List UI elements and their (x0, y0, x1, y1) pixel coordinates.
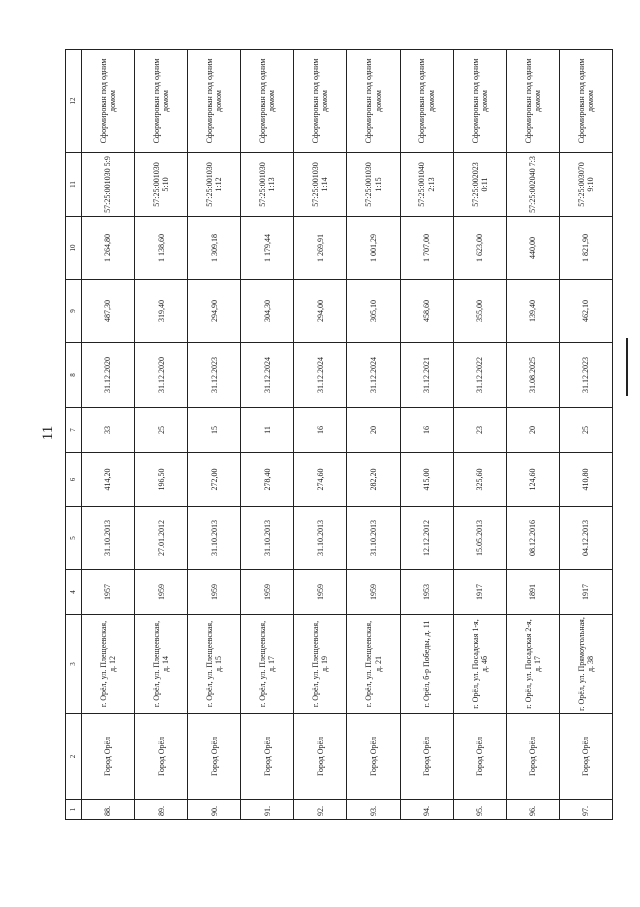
table-cell-col-9: 304,30 (241, 280, 294, 343)
table-cell-col-6: 410,80 (559, 453, 612, 507)
table-cell-col-9: 294,00 (294, 280, 347, 343)
table-cell-col-1: 91. (241, 800, 294, 820)
table-cell-col-8: 31.08.2025 (506, 343, 559, 408)
housing-registry-table (65, 49, 613, 820)
table-cell-col-2: Город Орёл (400, 714, 453, 800)
table-cell-col-1: 90. (188, 800, 241, 820)
table-cell-col-12: Сформирован под одним домом (294, 50, 347, 153)
table-cell-col-11: 57:25:001030 5:9 (82, 153, 135, 217)
table-cell-col-6: 278,40 (241, 453, 294, 507)
table-cell-col-6: 282,20 (347, 453, 400, 507)
table-cell-col-12: Сформирован под одним домом (400, 50, 453, 153)
table-cell-col-12: Сформирован под одним домом (241, 50, 294, 153)
table-cell-col-3: г. Орёл, ул. Плещеевская, д. 14 (135, 615, 188, 714)
table-cell-col-8: 31.12.2021 (400, 343, 453, 408)
table-cell-col-5: 31.10.2013 (241, 507, 294, 570)
table-cell-col-12: Сформирован под одним домом (559, 50, 612, 153)
table-cell-col-7: 20 (506, 408, 559, 453)
table-cell-col-10: 440,00 (506, 217, 559, 280)
table-cell-col-7: 33 (82, 408, 135, 453)
table-cell-col-8: 31.12.2023 (188, 343, 241, 408)
table-cell-col-1: 94. (400, 800, 453, 820)
table-cell-col-1: 95. (453, 800, 506, 820)
table-cell-col-10: 1 138,60 (135, 217, 188, 280)
table-cell-col-9: 139,40 (506, 280, 559, 343)
column-header-10: 10 (66, 217, 82, 280)
table-cell-col-7: 20 (347, 408, 400, 453)
table-cell-col-8: 31.12.2024 (347, 343, 400, 408)
table-cell-col-3: г. Орёл, ул. Плещеевская, д. 15 (188, 615, 241, 714)
table-cell-col-2: Город Орёл (506, 714, 559, 800)
table-cell-col-3: г. Орёл, ул. Плещеевская, д. 17 (241, 615, 294, 714)
table-cell-col-4: 1953 (400, 570, 453, 615)
table-cell-col-6: 414,20 (82, 453, 135, 507)
table-cell-col-5: 12.12.2012 (400, 507, 453, 570)
table-row (400, 50, 453, 820)
table-cell-col-2: Город Орёл (453, 714, 506, 800)
page-number: 11 (40, 425, 56, 441)
table-cell-col-4: 1957 (82, 570, 135, 615)
table-cell-col-10: 1 179,44 (241, 217, 294, 280)
table-cell-col-5: 27.01.2012 (135, 507, 188, 570)
table-cell-col-7: 25 (559, 408, 612, 453)
table-cell-col-10: 1 821,90 (559, 217, 612, 280)
column-header-12: 12 (66, 50, 82, 153)
table-cell-col-2: Город Орёл (559, 714, 612, 800)
table-cell-col-5: 08.12.2016 (506, 507, 559, 570)
column-header-8: 8 (66, 343, 82, 408)
table-cell-col-10: 1 623,00 (453, 217, 506, 280)
table-cell-col-4: 1917 (453, 570, 506, 615)
table-cell-col-8: 31.12.2020 (82, 343, 135, 408)
table-row (135, 50, 188, 820)
table-cell-col-12: Сформирован под одним домом (506, 50, 559, 153)
table-row (188, 50, 241, 820)
table-cell-col-11: 57:25:003070 9:10 (559, 153, 612, 217)
table-cell-col-3: г. Орёл, ул. Плещеевская, д. 19 (294, 615, 347, 714)
table-cell-col-12: Сформирован под одним домом (188, 50, 241, 153)
table-cell-col-4: 1959 (135, 570, 188, 615)
table-cell-col-3: г. Орёл, б-р Победы, д. 11 (400, 615, 453, 714)
column-header-4: 4 (66, 570, 82, 615)
edge-mark (626, 338, 628, 396)
table-cell-col-10: 1 001,29 (347, 217, 400, 280)
table-cell-col-7: 11 (241, 408, 294, 453)
table-cell-col-2: Город Орёл (135, 714, 188, 800)
registry-table-frame (65, 50, 613, 820)
table-cell-col-9: 305,10 (347, 280, 400, 343)
table-cell-col-4: 1959 (241, 570, 294, 615)
table-cell-col-1: 89. (135, 800, 188, 820)
table-cell-col-3: г. Орёл, ул. Посадская 1-я, д. 4б (453, 615, 506, 714)
table-cell-col-3: г. Орёл, ул. Посадская 2-я, д. 17 (506, 615, 559, 714)
table-cell-col-1: 96. (506, 800, 559, 820)
table-cell-col-11: 57:25:002040 7:3 (506, 153, 559, 217)
column-header-5: 5 (66, 507, 82, 570)
table-row (506, 50, 559, 820)
table-cell-col-4: 1959 (188, 570, 241, 615)
table-cell-col-7: 23 (453, 408, 506, 453)
table-row (82, 50, 135, 820)
table-cell-col-3: г. Орёл, ул. Прямоугольная, д. 38 (559, 615, 612, 714)
table-cell-col-1: 92. (294, 800, 347, 820)
table-cell-col-5: 31.10.2013 (347, 507, 400, 570)
table-cell-col-2: Город Орёл (188, 714, 241, 800)
table-cell-col-2: Город Орёл (294, 714, 347, 800)
table-cell-col-5: 15.05.2013 (453, 507, 506, 570)
table-cell-col-1: 88. (82, 800, 135, 820)
table-cell-col-8: 31.12.2024 (241, 343, 294, 408)
table-cell-col-8: 31.12.2024 (294, 343, 347, 408)
column-header-1: 1 (66, 800, 82, 820)
table-cell-col-5: 04.12.2013 (559, 507, 612, 570)
column-header-2: 2 (66, 714, 82, 800)
table-cell-col-12: Сформирован под одним домом (453, 50, 506, 153)
table-cell-col-11: 57:25:001030 1:13 (241, 153, 294, 217)
table-cell-col-9: 319,40 (135, 280, 188, 343)
table-cell-col-8: 31.12.2023 (559, 343, 612, 408)
table-cell-col-4: 1959 (347, 570, 400, 615)
table-cell-col-6: 196,50 (135, 453, 188, 507)
table-cell-col-12: Сформирован под одним домом (347, 50, 400, 153)
table-cell-col-6: 272,00 (188, 453, 241, 507)
table-cell-col-4: 1917 (559, 570, 612, 615)
table-cell-col-4: 1891 (506, 570, 559, 615)
table-cell-col-12: Сформирован под одним домом (135, 50, 188, 153)
table-cell-col-1: 97. (559, 800, 612, 820)
table-cell-col-5: 31.10.2013 (82, 507, 135, 570)
table-body (82, 50, 613, 820)
table-row (559, 50, 612, 820)
table-cell-col-7: 16 (294, 408, 347, 453)
table-cell-col-6: 124,60 (506, 453, 559, 507)
column-header-6: 6 (66, 453, 82, 507)
table-cell-col-6: 274,60 (294, 453, 347, 507)
table-cell-col-2: Город Орёл (82, 714, 135, 800)
column-header-3: 3 (66, 615, 82, 714)
table-cell-col-12: Сформирован под одним домом (82, 50, 135, 153)
table-cell-col-8: 31.12.2020 (135, 343, 188, 408)
table-cell-col-2: Город Орёл (241, 714, 294, 800)
table-cell-col-9: 355,00 (453, 280, 506, 343)
table-cell-col-11: 57:25:002023 0:11 (453, 153, 506, 217)
table-cell-col-9: 487,30 (82, 280, 135, 343)
column-header-7: 7 (66, 408, 82, 453)
table-row (241, 50, 294, 820)
table-cell-col-2: Город Орёл (347, 714, 400, 800)
table-cell-col-9: 462,10 (559, 280, 612, 343)
table-cell-col-5: 31.10.2013 (294, 507, 347, 570)
table-header-row (66, 50, 82, 820)
table-cell-col-3: г. Орёл, ул. Плещеевская, д. 21 (347, 615, 400, 714)
table-cell-col-10: 1 309,18 (188, 217, 241, 280)
table-cell-col-8: 31.12.2022 (453, 343, 506, 408)
table-row (453, 50, 506, 820)
table-cell-col-3: г. Орёл, ул. Плещеевская, д. 12 (82, 615, 135, 714)
column-header-11: 11 (66, 153, 82, 217)
table-row (294, 50, 347, 820)
table-cell-col-10: 1 269,91 (294, 217, 347, 280)
table-cell-col-10: 1 707,00 (400, 217, 453, 280)
rotated-table-container (65, 50, 613, 820)
table-cell-col-7: 15 (188, 408, 241, 453)
table-cell-col-11: 57:25:001030 5:10 (135, 153, 188, 217)
table-cell-col-7: 16 (400, 408, 453, 453)
table-row (347, 50, 400, 820)
table-cell-col-11: 57:25:001040 2:13 (400, 153, 453, 217)
table-cell-col-11: 57:25:001030 1:15 (347, 153, 400, 217)
table-cell-col-7: 25 (135, 408, 188, 453)
column-header-9: 9 (66, 280, 82, 343)
table-cell-col-1: 93. (347, 800, 400, 820)
table-cell-col-5: 31.10.2013 (188, 507, 241, 570)
table-cell-col-11: 57:25:001030 1:12 (188, 153, 241, 217)
table-cell-col-11: 57:25:001030 1:14 (294, 153, 347, 217)
table-cell-col-10: 1 264,80 (82, 217, 135, 280)
table-cell-col-4: 1959 (294, 570, 347, 615)
table-cell-col-6: 325,60 (453, 453, 506, 507)
table-cell-col-9: 458,60 (400, 280, 453, 343)
table-cell-col-9: 294,90 (188, 280, 241, 343)
table-cell-col-6: 415,00 (400, 453, 453, 507)
